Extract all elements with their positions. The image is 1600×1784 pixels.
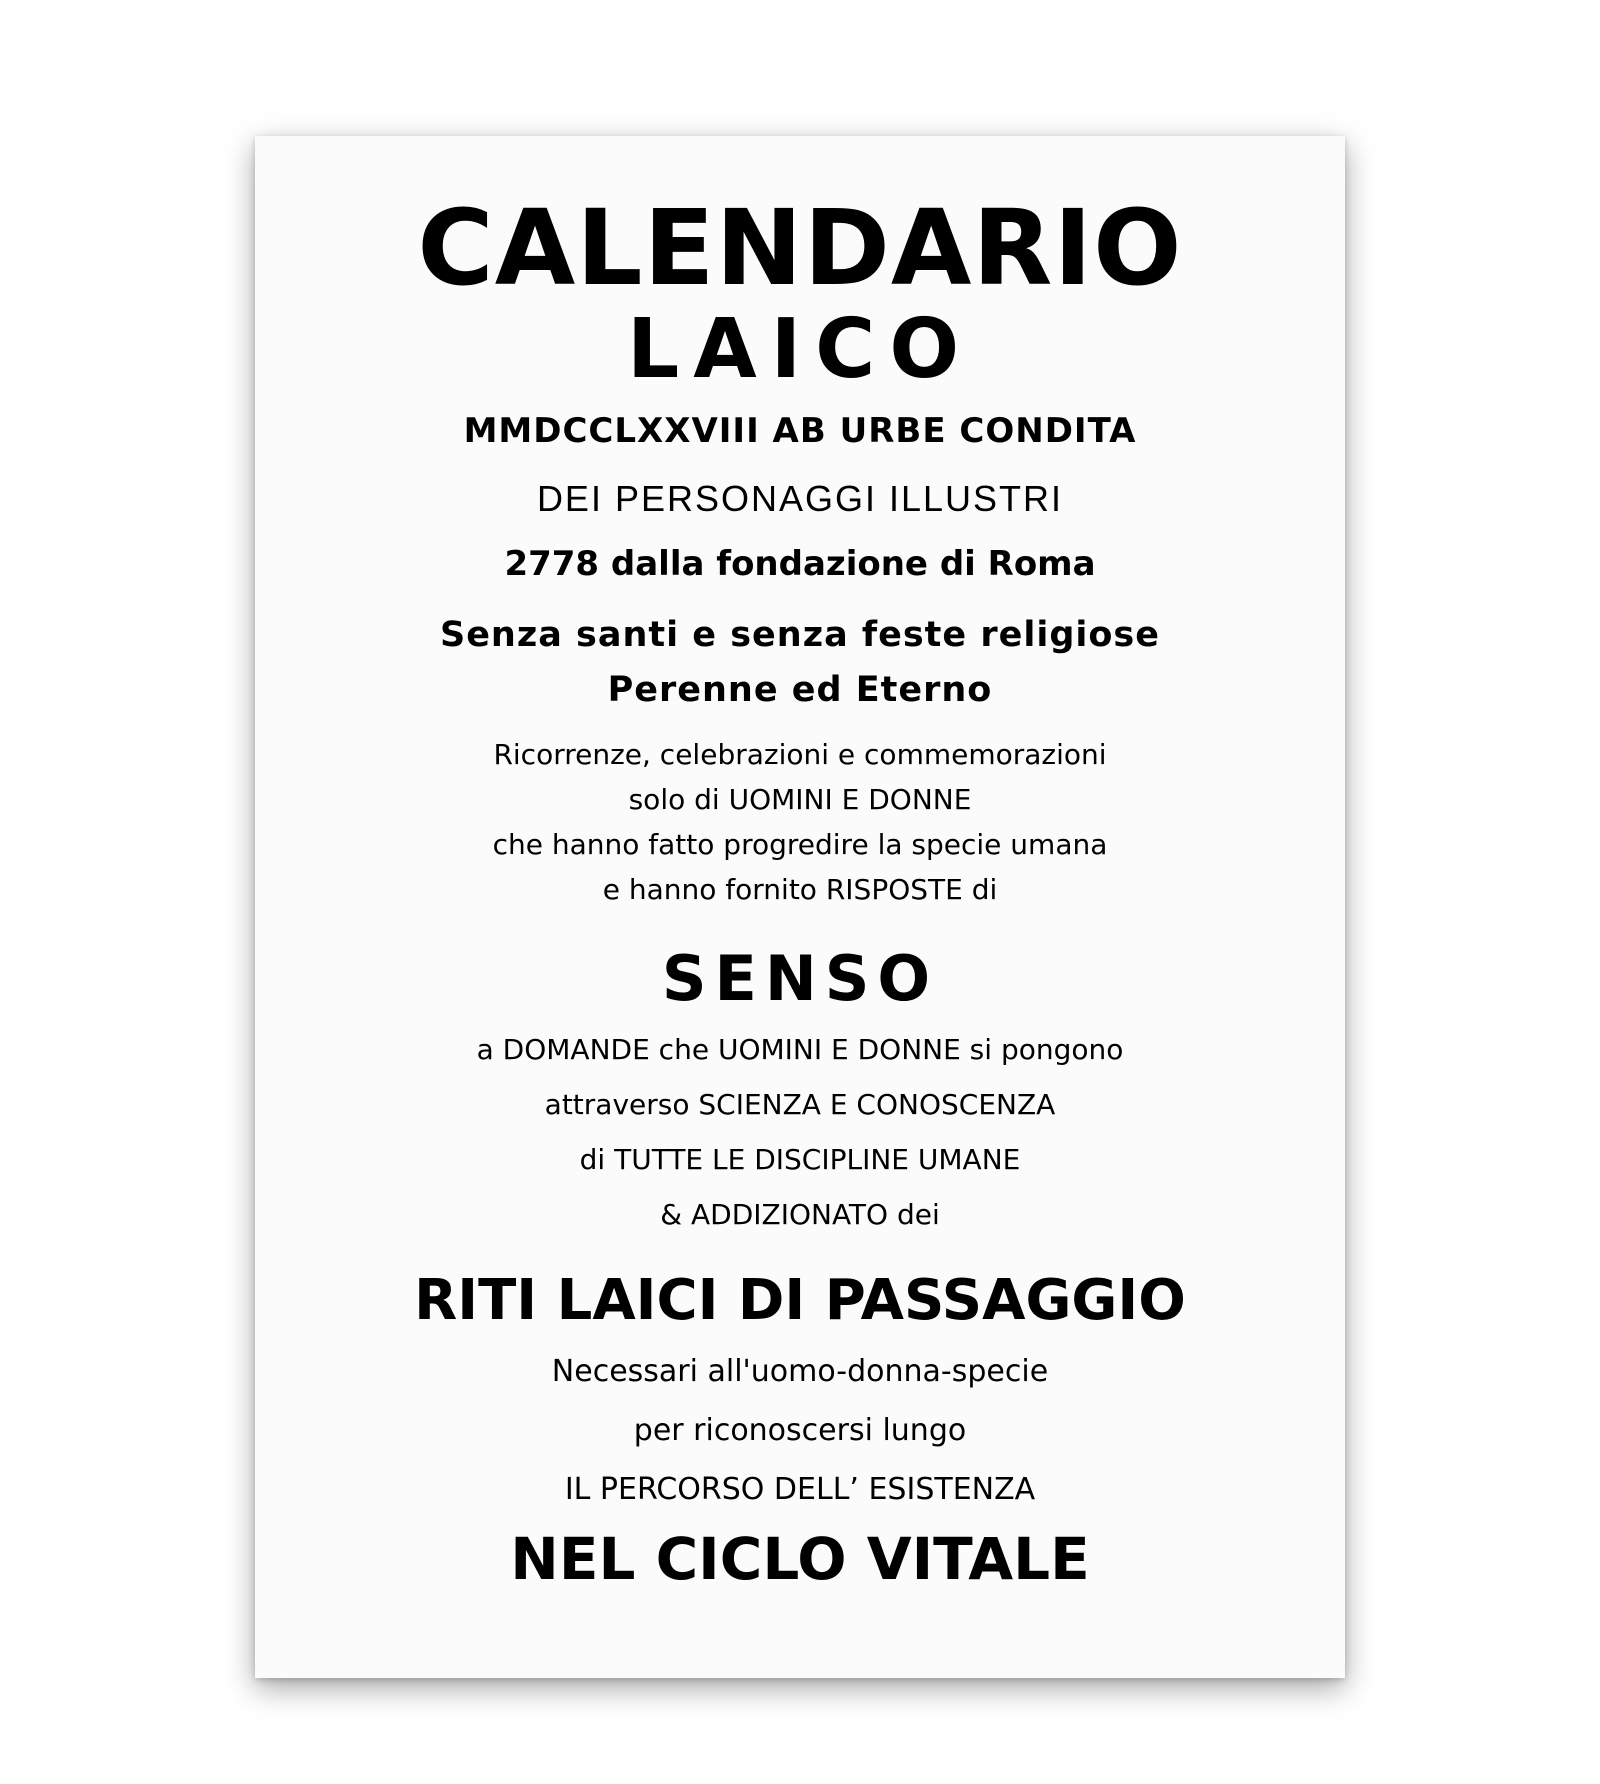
domande-line: a DOMANDE che UOMINI E DONNE si pongono [476,1033,1124,1066]
intro-line: solo di UOMINI E DONNE [628,783,972,816]
necessari-line: IL PERCORSO DELL’ ESISTENZA [564,1472,1036,1507]
domande-line: & ADDIZIONATO dei [660,1198,940,1231]
subtitle-year: 2778 dalla fondazione di Roma [504,544,1096,584]
subtitle-auc: MMDCCLXXVIII AB URBE CONDITA [463,411,1137,451]
subtitle-personaggi: DEI PERSONAGGI ILLUSTRI [536,478,1064,519]
domande-line: attraverso SCIENZA E CONOSCENZA [544,1088,1056,1121]
senso-heading: SENSO [661,942,939,1015]
necessari-line: per riconoscersi lungo [633,1413,967,1448]
poster-title-line1: CALENDARIO [417,187,1183,309]
domande-line: di TUTTE LE DISCIPLINE UMANE [579,1143,1021,1176]
poster-card [255,136,1345,1678]
poster-title-line2: LAICO [626,302,974,397]
intro-line: che hanno fatto progredire la specie umana [492,828,1108,861]
tagline-line2: Perenne ed Eterno [607,670,993,710]
intro-line: Ricorrenze, celebrazioni e commemorazioni [493,738,1107,771]
intro-line: e hanno fornito RISPOSTE di [602,873,998,906]
tagline-line1: Senza santi e senza feste religiose [439,615,1160,655]
closing-heading: NEL CICLO VITALE [510,1525,1090,1593]
necessari-line: Necessari all'uomo-donna-specie [551,1354,1049,1389]
riti-heading: RITI LAICI DI PASSAGGIO [414,1268,1186,1333]
